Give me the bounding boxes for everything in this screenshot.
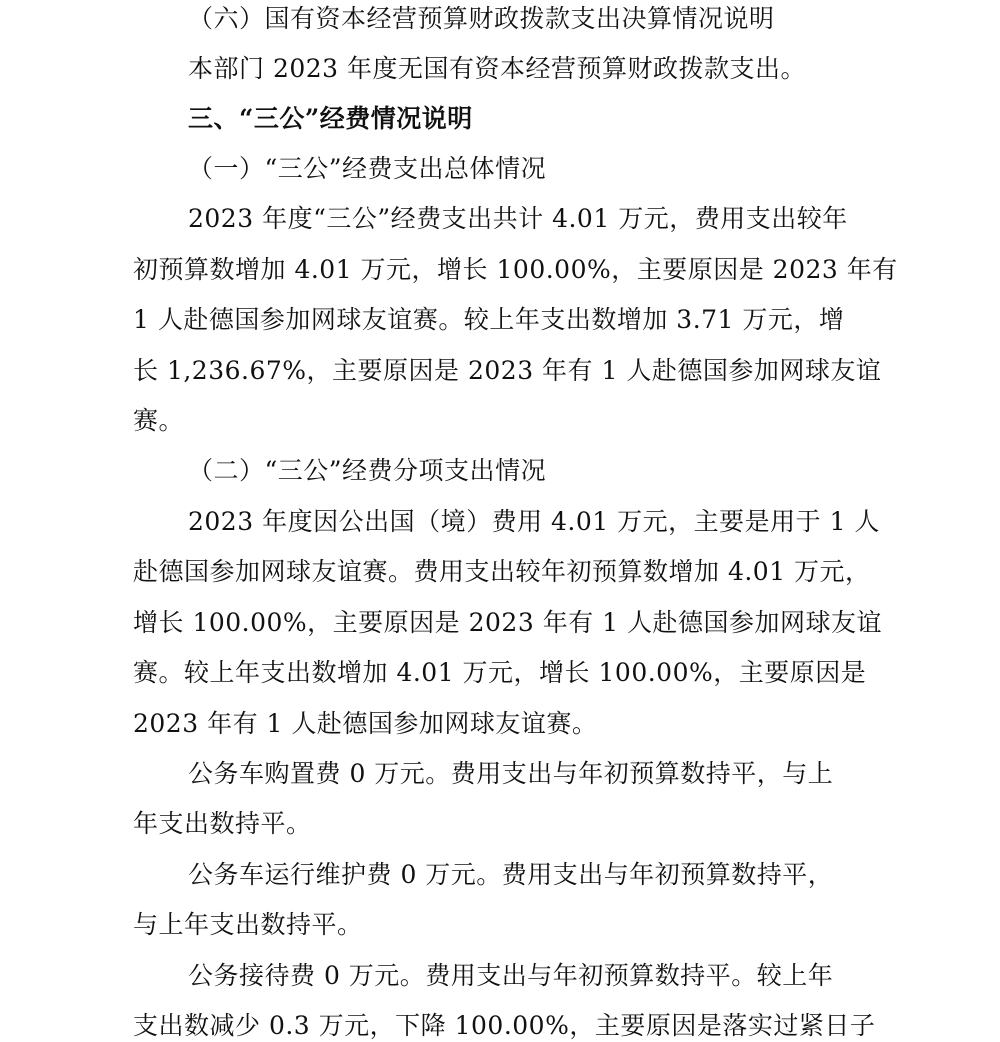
section-heading-6: （六）国有资本经营预算财政拨款支出决算情况说明 [188,4,775,33]
paragraph-line: 赛。 [133,406,185,435]
paragraph-line: 2023 年度“三公”经费支出共计 4.01 万元，费用支出较年 [188,204,848,233]
section-heading-3: 三、“三公”经费情况说明 [188,104,473,133]
paragraph-line: 公务车运行维护费 0 万元。费用支出与年初预算数持平， [188,860,834,889]
subsection-heading-1: （一）“三公”经费支出总体情况 [188,154,547,183]
paragraph-line: 本部门 2023 年度无国有资本经营预算财政拨款支出。 [188,54,807,83]
subsection-heading-2: （二）“三公”经费分项支出情况 [188,456,547,485]
paragraph-line: 初预算数增加 4.01 万元，增长 100.00%，主要原因是 2023 年有 [133,255,898,284]
paragraph-line: 支出数减少 0.3 万元，下降 100.00%，主要原因是落实过紧日子 [133,1011,876,1040]
paragraph-line: 公务车购置费 0 万元。费用支出与年初预算数持平，与上 [188,759,834,788]
paragraph-line: 1 人赴德国参加网球友谊赛。较上年支出数增加 3.71 万元，增 [133,305,845,334]
paragraph-line: 长 1,236.67%，主要原因是 2023 年有 1 人赴德国参加网球友谊 [133,356,882,385]
paragraph-line: 年支出数持平。 [133,809,312,838]
paragraph-line: 赛。较上年支出数增加 4.01 万元，增长 100.00%，主要原因是 [133,658,867,687]
paragraph-line: 与上年支出数持平。 [133,910,363,939]
paragraph-line: 赴德国参加网球友谊赛。费用支出较年初预算数增加 4.01 万元， [133,557,871,586]
paragraph-line: 2023 年有 1 人赴德国参加网球友谊赛。 [133,709,598,738]
paragraph-line: 公务接待费 0 万元。费用支出与年初预算数持平。较上年 [188,961,834,990]
paragraph-line: 增长 100.00%，主要原因是 2023 年有 1 人赴德国参加网球友谊 [133,608,882,637]
paragraph-line: 2023 年度因公出国（境）费用 4.01 万元，主要是用于 1 人 [188,507,880,536]
